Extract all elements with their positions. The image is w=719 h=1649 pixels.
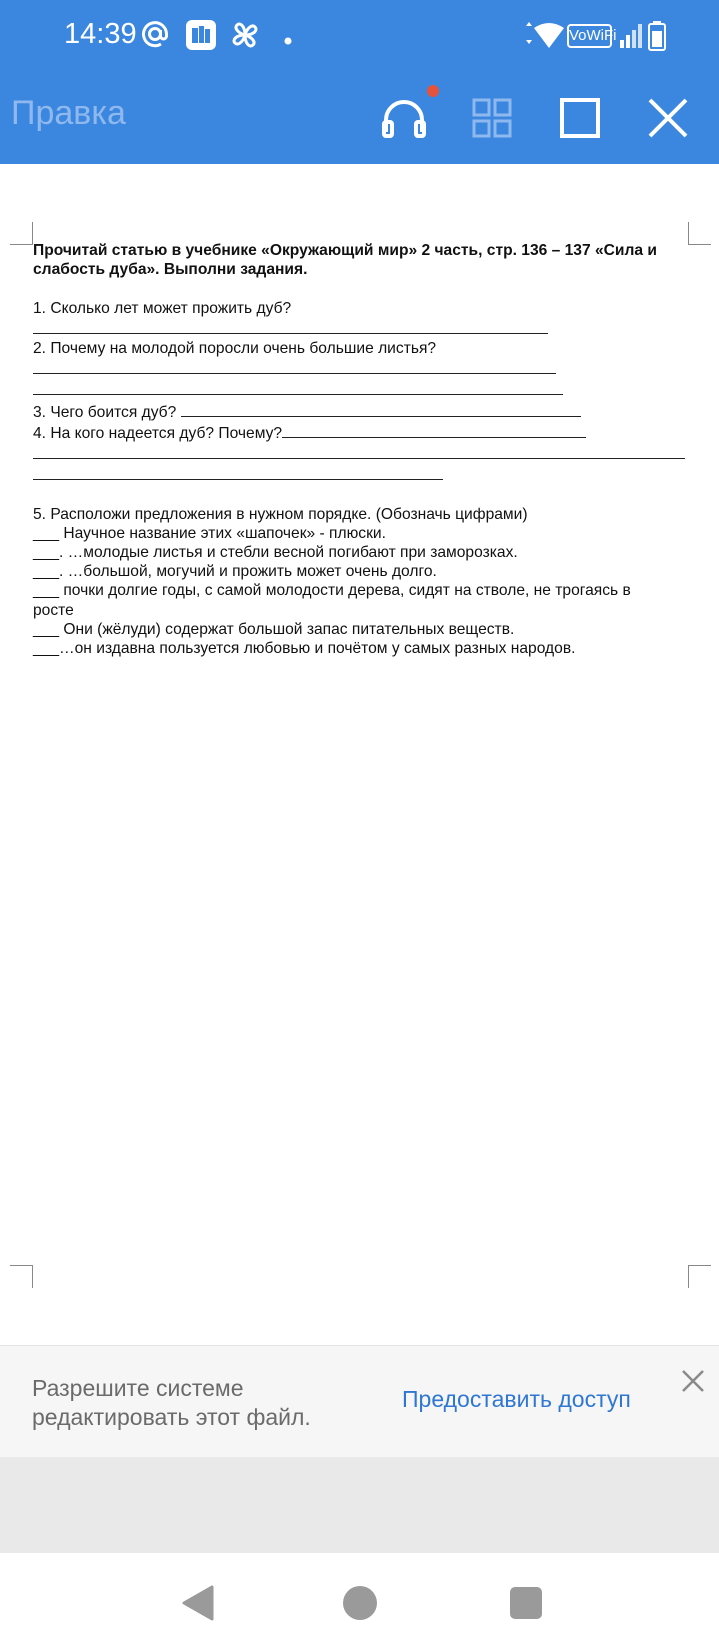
answer-line <box>33 464 689 485</box>
close-icon <box>678 1383 708 1400</box>
headphones-button[interactable] <box>374 88 434 148</box>
back-icon <box>178 1610 218 1627</box>
recents-button[interactable] <box>506 1583 546 1623</box>
question-3: 3. Чего боится дуб? <box>33 401 689 422</box>
home-button[interactable] <box>340 1583 380 1623</box>
banner-close-button[interactable] <box>678 1366 708 1396</box>
pinwheel-icon <box>230 20 260 55</box>
empty-panel <box>0 1457 719 1553</box>
recents-icon <box>506 1610 546 1627</box>
signal-icon <box>620 24 642 53</box>
page-corner-bottom-right <box>688 1265 711 1288</box>
document-page[interactable] <box>0 164 719 1345</box>
intro-line: Прочитай статью в учебнике «Окружающий мир» 2 часть, стр. 136 – 137 «Сила и <box>33 242 658 259</box>
page-corner-top-left <box>10 222 33 245</box>
notification-badge <box>427 85 439 97</box>
app-bar <box>0 72 719 164</box>
grid-view-button[interactable] <box>462 88 522 148</box>
sentence-item: ___. …молодые листья и стебли весной погибают при заморозках. <box>33 544 518 562</box>
sentence-item: ___ Они (жёлуди) содержат большой запас питательных веществ. <box>33 620 515 638</box>
answer-line <box>33 443 689 464</box>
maximize-icon <box>550 88 610 148</box>
app-notification-icon <box>186 20 216 55</box>
battery-icon <box>648 21 666 56</box>
vowifi-badge: VoWiFi <box>567 24 612 48</box>
answer-line <box>33 358 689 379</box>
question-4: 4. На кого надеется дуб? Почему? <box>33 422 689 443</box>
at-sign-icon <box>140 19 170 54</box>
status-time: 14:39 <box>64 18 137 50</box>
status-bar <box>0 0 719 72</box>
edit-permission-banner <box>0 1345 719 1458</box>
intro-line: слабость дуба». Выполни задания. <box>33 261 308 279</box>
close-button[interactable] <box>638 88 698 148</box>
sentence-item: ___ Научное название этих «шапочек» - плюски. <box>33 524 386 542</box>
question-5: 5. Расположи предложения в нужном порядке. (Обозначь цифрами) <box>33 505 528 523</box>
close-icon <box>638 88 698 148</box>
top-bar <box>0 0 719 164</box>
document-text <box>33 241 689 658</box>
sentence-item: ___ почки долгие годы, с самой молодости дерева, сидят на стволе, не трогаясь в <box>33 582 631 600</box>
maximize-button[interactable] <box>550 88 610 148</box>
back-button[interactable] <box>178 1583 218 1623</box>
headphones-icon <box>374 88 434 148</box>
navigation-bar <box>0 1553 719 1649</box>
page-corner-top-right <box>688 222 711 245</box>
answer-line <box>33 379 689 400</box>
wifi-icon <box>522 22 566 55</box>
edit-title[interactable]: Правка <box>11 94 126 132</box>
answer-line <box>33 318 689 339</box>
question-2: 2. Почему на молодой поросли очень большие листья? <box>33 340 437 357</box>
dot-icon <box>284 32 292 50</box>
banner-message: Разрешите системе редактировать этот файл. <box>32 1375 311 1430</box>
grant-access-button[interactable]: Предоставить доступ <box>402 1386 631 1412</box>
page-corner-bottom-left <box>10 1265 33 1288</box>
sentence-item: ___. …большой, могучий и прожить может очень долго. <box>33 563 437 581</box>
sentence-item-continuation: росте <box>33 601 74 619</box>
grid-icon <box>462 88 522 148</box>
home-icon <box>340 1610 380 1627</box>
sentence-item: ___…он издавна пользуется любовью и почётом у самых разных народов. <box>33 640 576 658</box>
question-1: 1. Сколько лет может прожить дуб? <box>33 299 292 317</box>
